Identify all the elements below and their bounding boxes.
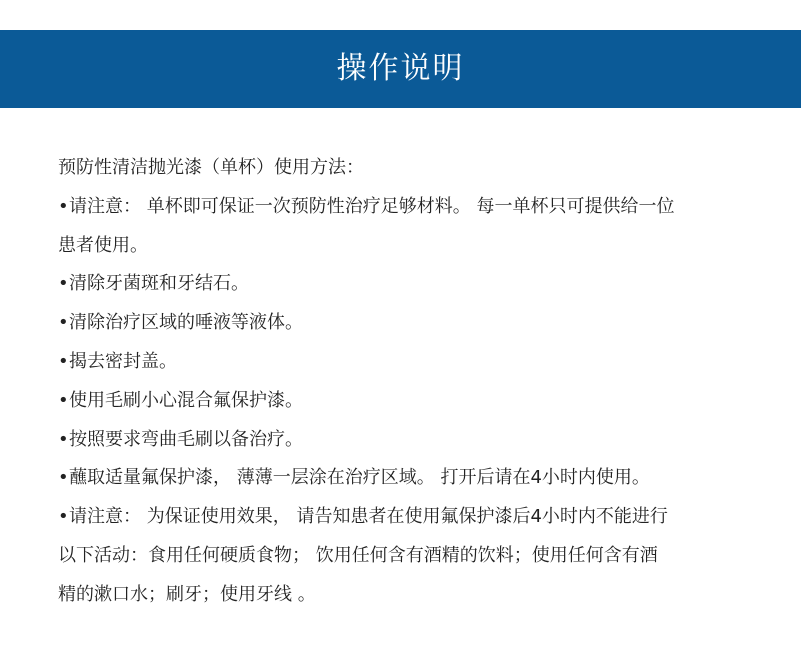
bullet-icon: • [58,428,69,450]
bullet-icon: • [58,389,69,411]
instructions-body [58,149,758,615]
list-item [58,343,758,382]
list-item [58,421,758,460]
list-item-continuation: 以下活动：食用任何硬质食物； 饮用任何含有酒精的饮料；使用任何含有酒 [58,544,658,566]
list-item-text: 按照要求弯曲毛刷以备治疗。 [69,428,303,450]
title-banner [0,30,801,108]
bullet-icon: • [58,273,69,295]
bullet-icon: • [58,195,69,217]
list-item-text: 清除治疗区域的唾液等液体。 [69,312,303,334]
intro-line: 预防性清洁抛光漆（单杯）使用方法： [58,157,364,178]
list-item-continuation: 患者使用。 [58,234,148,256]
list-item-text: 揭去密封盖。 [69,350,177,372]
list-item-text: 请注意： 为保证使用效果， 请告知患者在使用氟保护漆后4小时内不能进行 [69,506,668,528]
list-item [58,498,758,537]
list-item [58,382,758,421]
bullet-icon: • [58,467,69,489]
list-item-text: 清除牙菌斑和牙结石。 [69,273,249,295]
list-item-text: 请注意： 单杯即可保证一次预防性治疗足够材料。 每一单杯只可提供给一位 [69,195,675,217]
list-item-continuation: 精的漱口水；刷牙；使用牙线 。 [58,583,316,605]
list-item-text: 蘸取适量氟保护漆， 薄薄一层涂在治疗区域。 打开后请在4小时内使用。 [69,467,650,489]
list-item-text: 使用毛刷小心混合氟保护漆。 [69,389,303,411]
list-item [58,188,758,227]
bullet-icon: • [58,312,69,334]
page-title: 操作说明 [336,51,465,86]
list-item [58,459,758,498]
list-item [58,265,758,304]
bullet-icon: • [58,506,69,528]
bullet-icon: • [58,350,69,372]
list-item [58,304,758,343]
